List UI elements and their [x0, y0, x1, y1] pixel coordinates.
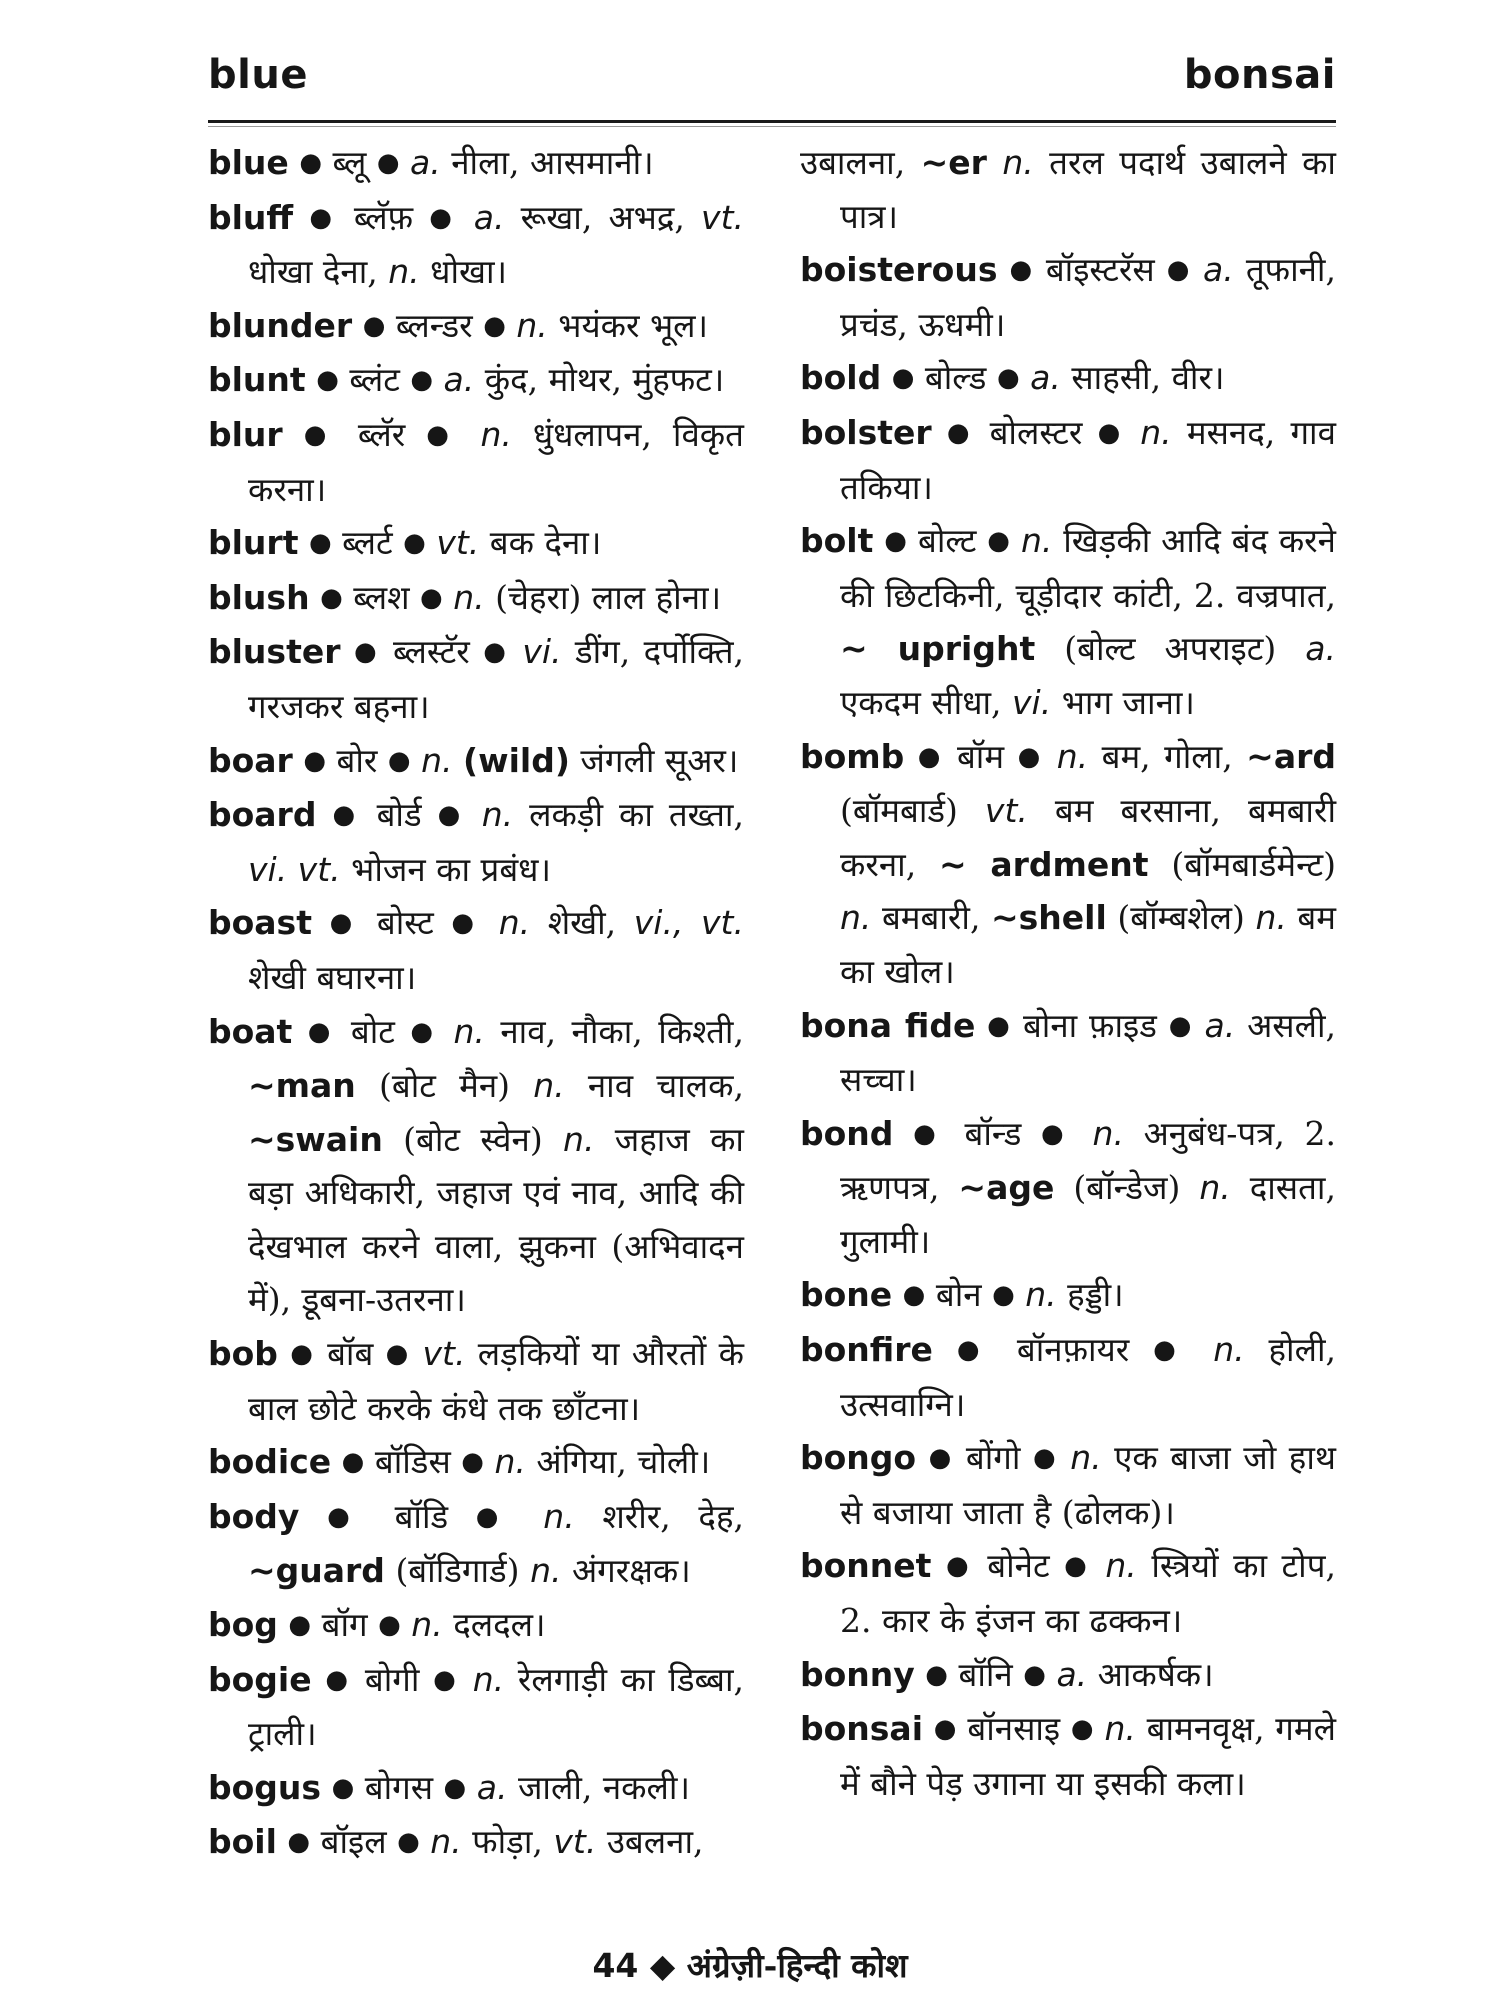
definition-text: बोल्ड [924, 358, 987, 398]
bullet-icon: ● [1070, 1714, 1094, 1745]
definition-text: बोगी [364, 1659, 420, 1699]
bullet-icon: ● [917, 741, 944, 772]
part-of-speech: a. [1203, 250, 1234, 290]
definition-text: असली, सच्चा। [840, 1005, 1336, 1100]
definition-text: (बॉन्डेज) [1073, 1168, 1181, 1208]
definition-text: फोड़ा, [472, 1822, 543, 1862]
headword: bolster [800, 412, 932, 452]
definition-text: दलदल। [453, 1605, 546, 1645]
headword: bold [800, 358, 882, 398]
entry-columns [208, 136, 1336, 1870]
bullet-icon: ● [325, 1664, 352, 1695]
definition-text: बोल्ट [917, 521, 977, 561]
part-of-speech: vi., vt. [633, 903, 744, 943]
headword: bluster [208, 632, 341, 672]
bullet-icon: ● [433, 1664, 460, 1695]
dictionary-entry [800, 730, 1336, 999]
bullet-icon: ● [426, 419, 460, 450]
bullet-icon: ● [410, 1016, 439, 1047]
definition-text: अंगिया, चोली। [536, 1442, 711, 1482]
definition-text: भाग जाना। [1061, 682, 1195, 722]
dictionary-entry [800, 514, 1336, 729]
part-of-speech: n. [1056, 736, 1089, 776]
bullet-icon: ● [320, 582, 343, 613]
definition-text: जहाज का बड़ा अधिकारी, जहाज एवं नाव, आदि की देखभाल करने वाला, झुकना (अभिवादन में), डूबना-उतरना। [248, 1119, 744, 1320]
bullet-icon: ● [378, 1610, 401, 1641]
dictionary-entry [208, 1490, 744, 1598]
bullet-icon: ● [1023, 1659, 1046, 1690]
bullet-icon: ● [475, 1501, 516, 1532]
definition-text: शेखी बघारना। [248, 957, 417, 997]
dictionary-entry [208, 1005, 744, 1328]
dictionary-entry [208, 1435, 744, 1490]
definition-text: तरल पदार्थ उबालने का पात्र। [840, 143, 1336, 236]
bullet-icon: ● [341, 1447, 365, 1478]
definition-text: बोना फ़ाइड [1022, 1005, 1157, 1045]
bold-term: ~ard [1246, 736, 1336, 776]
definition-text: बॉडि [394, 1496, 449, 1536]
dictionary-entry [800, 999, 1336, 1107]
definition-text: मसनद, गाव तकिया। [840, 412, 1336, 507]
part-of-speech: n. [498, 903, 531, 943]
bullet-icon: ● [945, 1551, 973, 1582]
headword: bond [800, 1113, 894, 1153]
definition-text: (बोल्ट अपराइट) [1064, 629, 1277, 669]
definition-text: कुंद, मोथर, मुंहफट। [484, 360, 725, 400]
dictionary-entry [208, 1653, 744, 1761]
definition-text: (बॉम्बशेल) [1117, 898, 1245, 938]
definition-text: बमबारी, [881, 898, 981, 938]
definition-text: ब्लर्ट [342, 523, 393, 563]
dictionary-entry [208, 625, 744, 733]
headword: board [208, 795, 317, 835]
dictionary-entry [208, 516, 744, 571]
bullet-icon: ● [956, 1335, 993, 1366]
bold-term: ~shell [991, 898, 1107, 938]
headword: body [208, 1496, 300, 1536]
definition-text: बॉनफ़ायर [1016, 1330, 1130, 1370]
bullet-icon: ● [403, 528, 426, 559]
part-of-speech: n. [421, 740, 453, 780]
bullet-icon: ● [483, 637, 509, 668]
definition-text: डींग, दर्पोक्ति, गरजकर बहना। [248, 632, 745, 726]
bullet-icon: ● [933, 1714, 957, 1745]
headword: boat [208, 1011, 293, 1051]
part-of-speech: n. [453, 1011, 485, 1051]
part-of-speech: n. [530, 1551, 562, 1591]
dictionary-entry [208, 191, 744, 299]
definition-text: शेखी, [547, 903, 617, 943]
part-of-speech: vi. vt. [248, 849, 341, 889]
definition-text: ब्लन्डर [395, 305, 473, 345]
part-of-speech: a. [443, 360, 475, 400]
definition-text: लड़कियों या औरतों के बाल छोटे करके कंधे तक छाँटना। [248, 1334, 744, 1428]
bold-term: ~man [248, 1066, 356, 1106]
definition-text: ब्लंट [349, 360, 400, 400]
definition-text: अनुबंध-पत्र, 2. ऋणपत्र, [840, 1113, 1336, 1208]
part-of-speech: n. [1255, 898, 1287, 938]
definition-text: नाव, नौका, किश्ती, [500, 1011, 744, 1051]
headword: bonfire [800, 1330, 933, 1370]
definition-text: बॉनि [958, 1654, 1013, 1694]
definition-text: बोट [350, 1011, 395, 1051]
definition-text: बॉग [321, 1605, 368, 1645]
headword: boil [208, 1822, 277, 1862]
part-of-speech: n. [840, 898, 872, 938]
headword: boisterous [800, 250, 998, 290]
definition-text: जंगली सूअर। [580, 740, 739, 780]
bullet-icon: ● [1153, 1335, 1190, 1366]
dictionary-entry [208, 1815, 744, 1870]
definition-text: (बॉमबार्ड) [840, 791, 958, 831]
headword: boar [208, 740, 293, 780]
part-of-speech: n. [1105, 1546, 1137, 1586]
part-of-speech: n. [494, 1442, 526, 1482]
page-footer [0, 1942, 1500, 1987]
part-of-speech: n. [1070, 1438, 1102, 1478]
dictionary-entry [208, 1327, 744, 1435]
dictionary-entry [800, 1268, 1336, 1323]
definition-text: बॉडिस [374, 1442, 451, 1482]
definition-text: (बोट मैन) [379, 1066, 511, 1106]
dictionary-entry [208, 896, 744, 1004]
definition-text: बोंगो [965, 1438, 1021, 1478]
headword: bone [800, 1275, 893, 1315]
dictionary-entry [208, 788, 744, 896]
part-of-speech: n. [563, 1119, 595, 1159]
definition-text: बोस्ट [376, 903, 434, 943]
dictionary-entry [800, 243, 1336, 351]
bullet-icon: ● [376, 148, 400, 178]
bullet-icon: ● [1017, 741, 1044, 772]
bullet-icon: ● [307, 1016, 336, 1047]
part-of-speech: vt. [984, 791, 1028, 831]
part-of-speech: n. [543, 1496, 575, 1536]
part-of-speech: n. [472, 1659, 505, 1699]
bold-term: ~swain [248, 1119, 383, 1159]
definition-text: नाव चालक, [587, 1066, 744, 1106]
part-of-speech: vt. [422, 1334, 466, 1374]
dictionary-entry [800, 406, 1336, 514]
bold-term: ~ ardment [938, 844, 1149, 884]
definition-text: बॉब [327, 1334, 374, 1374]
dictionary-entry [208, 136, 744, 191]
bullet-icon: ● [303, 419, 337, 450]
definition-text: बॉन्ड [964, 1113, 1022, 1153]
bullet-icon: ● [420, 582, 443, 613]
dictionary-entry [800, 351, 1336, 406]
bullet-icon: ● [451, 908, 482, 939]
bullet-icon: ● [1064, 1551, 1091, 1582]
headword: bluff [208, 197, 294, 237]
part-of-speech: a. [476, 1767, 508, 1807]
bullet-icon: ● [443, 1772, 467, 1803]
bullet-icon: ● [987, 1010, 1012, 1041]
dictionary-entry [208, 408, 744, 516]
headword: blunt [208, 360, 306, 400]
part-of-speech: n. [411, 1605, 443, 1645]
page-number: 44 [592, 1946, 639, 1985]
bullet-icon: ● [397, 1827, 420, 1858]
definition-text: ब्लॅफ़ [353, 197, 414, 237]
definition-text: साहसी, वीर। [1071, 358, 1225, 398]
bullet-icon: ● [387, 745, 411, 776]
headword: bonny [800, 1654, 915, 1694]
bullet-icon: ● [1032, 1443, 1058, 1474]
definition-text: बक देना। [489, 523, 602, 563]
dictionary-entry [208, 1761, 744, 1816]
definition-text: बम, गोला, [1101, 736, 1233, 776]
bullet-icon: ● [1166, 255, 1191, 286]
headword: bodice [208, 1442, 332, 1482]
bullet-icon: ● [316, 365, 339, 396]
definition-text: धोखा। [430, 252, 508, 292]
definition-text: स्त्रियों का टोप, 2. कार के इंजन का ढक्कन। [840, 1546, 1336, 1641]
definition-text: बम बरसाना, बमबारी करना, [840, 791, 1336, 884]
dictionary-entry [208, 571, 744, 626]
definition-text: बोनेट [987, 1546, 1050, 1586]
definition-text: (बोट स्वेन) [403, 1119, 543, 1159]
part-of-speech: n. [1213, 1330, 1245, 1370]
bullet-icon: ● [410, 365, 434, 396]
definition-text: बॉइस्टरॅस [1045, 250, 1155, 290]
headword: bog [208, 1605, 278, 1645]
definition-text: रेलगाड़ी का डिब्बा, ट्राली। [248, 1659, 745, 1754]
headword: bona fide [800, 1005, 976, 1045]
footer-diamond-icon: ◆ [649, 1946, 676, 1985]
part-of-speech: n. [1002, 143, 1034, 182]
headword: blur [208, 414, 283, 454]
part-of-speech: n. [1025, 1275, 1057, 1315]
bullet-icon: ● [287, 1827, 311, 1858]
bullet-icon: ● [902, 1280, 926, 1311]
part-of-speech: n. [481, 795, 514, 835]
definition-text: होली, उत्सवाग्नि। [840, 1330, 1336, 1424]
definition-text: नीला, आसमानी। [451, 143, 654, 182]
definition-text: दासता, गुलामी। [840, 1168, 1336, 1261]
dictionary-entry [800, 1648, 1336, 1703]
definition-text: (बॉमबार्डमेन्ट) [1171, 844, 1336, 884]
definition-text: बोलस्टर [989, 412, 1083, 452]
part-of-speech: a. [410, 143, 441, 182]
first-guide-word: blue [208, 52, 308, 98]
definition-text: खिड़की आदि बंद करने की छिटकिनी, चूड़ीदार कांटी, 2. वज्रपात, [840, 521, 1336, 615]
headword: bonnet [800, 1546, 932, 1586]
bullet-icon: ● [461, 1447, 484, 1478]
definition-text: जाली, नकली। [517, 1767, 690, 1807]
dictionary-entry [800, 136, 1336, 243]
bold-term: ~age [958, 1168, 1055, 1208]
definition-text: ब्लॅर [357, 414, 406, 454]
part-of-speech: n. [480, 414, 512, 454]
definition-text: बोर [336, 740, 378, 780]
definition-text: बामनवृक्ष, गमले में बौने पेड़ उगाना या इसकी कला। [840, 1709, 1336, 1803]
bullet-icon: ● [288, 1610, 312, 1641]
definition-text: उबालना, [800, 143, 906, 182]
dictionary-entry [800, 1539, 1336, 1647]
definition-text: उबलना, [606, 1822, 704, 1862]
bullet-icon: ● [327, 1501, 367, 1532]
bullet-icon: ● [946, 417, 975, 448]
dictionary-entry [208, 734, 744, 789]
part-of-speech: n. [388, 252, 420, 292]
part-of-speech: vt. [701, 197, 745, 237]
bullet-icon: ● [299, 148, 322, 178]
part-of-speech: n. [1199, 1168, 1231, 1208]
definition-text: धोखा देना, [248, 252, 378, 292]
definition-text: (बॉडिगार्ड) [395, 1551, 520, 1591]
part-of-speech: a. [1030, 358, 1061, 398]
bold-term: ~er [920, 143, 987, 182]
part-of-speech: vt. [436, 523, 480, 563]
bullet-icon: ● [309, 202, 338, 233]
bullet-icon: ● [483, 310, 506, 341]
headword: blunder [208, 305, 353, 345]
part-of-speech: a. [1204, 1005, 1236, 1045]
headword: boast [208, 903, 312, 943]
definition-text: ब्लश [353, 577, 410, 617]
bullet-icon: ● [1041, 1118, 1073, 1149]
bullet-icon: ● [884, 526, 908, 557]
definition-text: बॉम [956, 736, 1005, 776]
part-of-speech: n. [1021, 521, 1053, 561]
bullet-icon: ● [362, 310, 386, 341]
definition-text: रूखा, अभद्र, [520, 197, 685, 237]
headword: blush [208, 577, 310, 617]
part-of-speech: a. [1056, 1654, 1088, 1694]
definition-text: बोर्ड [376, 795, 422, 835]
bullet-icon: ● [308, 528, 332, 559]
bullet-icon: ● [329, 908, 360, 939]
bullet-icon: ● [437, 800, 466, 831]
part-of-speech: vi. [522, 632, 562, 672]
headword: bomb [800, 736, 905, 776]
definition-text: एकदम सीधा, [840, 682, 1002, 722]
bullet-icon: ● [290, 1339, 315, 1370]
bold-term: ~ upright [840, 629, 1036, 669]
bullet-icon: ● [385, 1339, 411, 1370]
definition-text: बॉनसाइ [967, 1709, 1061, 1749]
bold-term: ~guard [248, 1551, 385, 1591]
definition-text: भोजन का प्रबंध। [351, 849, 551, 889]
definition-text: भयंकर भूल। [558, 305, 709, 345]
headword: bogie [208, 1659, 312, 1699]
dictionary-entry [800, 1431, 1336, 1539]
bullet-icon: ● [992, 1280, 1015, 1311]
headword: bogus [208, 1767, 322, 1807]
bullet-icon: ● [1009, 255, 1034, 286]
bullet-icon: ● [987, 526, 1011, 557]
part-of-speech: vt. [553, 1822, 597, 1862]
definition-text: बोगस [364, 1767, 434, 1807]
definition-text: लकड़ी का तख्ता, [529, 795, 744, 835]
definition-text: धुंधलापन, विकृत करना। [248, 414, 744, 509]
definition-text: बोन [935, 1275, 982, 1315]
definition-text: ब्लस्टॅर [393, 632, 470, 672]
definition-text: ब्लू [332, 143, 367, 182]
part-of-speech: n. [453, 577, 485, 617]
dictionary-entry [800, 1107, 1336, 1269]
part-of-speech: n. [1104, 1709, 1136, 1749]
part-of-speech: n. [1140, 412, 1172, 452]
bullet-icon: ● [331, 1772, 355, 1803]
part-of-speech: a. [473, 197, 505, 237]
part-of-speech: n. [516, 305, 548, 345]
dictionary-entry [208, 1598, 744, 1653]
book-title: अंग्रेज़ी-हिन्दी कोश [686, 1946, 908, 1985]
left-column [208, 136, 744, 1870]
definition-text: आकर्षक। [1097, 1654, 1214, 1694]
bold-term: (wild) [463, 740, 570, 780]
definition-text: हड्डी। [1067, 1275, 1124, 1315]
headword: bolt [800, 521, 874, 561]
bullet-icon: ● [303, 745, 327, 776]
last-guide-word: bonsai [1183, 52, 1336, 98]
headword: blue [208, 143, 289, 182]
dictionary-entry [800, 1702, 1336, 1810]
bullet-icon: ● [913, 1118, 945, 1149]
bullet-icon: ● [353, 637, 380, 668]
bullet-icon: ● [928, 1443, 954, 1474]
definition-text: (चेहरा) लाल होना। [495, 577, 722, 617]
definition-text: एक बाजा जो हाथ से बजाया जाता है (ढोलक)। [840, 1438, 1336, 1532]
definition-text: अंगरक्षक। [571, 1551, 691, 1591]
running-header [208, 52, 1336, 98]
bullet-icon: ● [429, 202, 458, 233]
headword: bongo [800, 1438, 917, 1478]
right-column [800, 136, 1336, 1870]
definition-text: शरीर, देह, [602, 1496, 744, 1536]
header-rule [208, 120, 1336, 123]
bullet-icon: ● [891, 363, 915, 394]
dictionary-entry [800, 1323, 1336, 1431]
definition-text: तूफानी, प्रचंड, ऊधमी। [840, 250, 1336, 344]
dictionary-entry [208, 299, 744, 354]
part-of-speech: a. [1305, 629, 1336, 669]
headword: blurt [208, 523, 299, 563]
definition-text: बॉइल [320, 1822, 387, 1862]
definition-text: बम का खोल। [840, 898, 1336, 991]
header-rule-thin [208, 126, 1336, 127]
part-of-speech: n. [533, 1066, 565, 1106]
headword: bonsai [800, 1709, 924, 1749]
part-of-speech: n. [1092, 1113, 1124, 1153]
headword: bob [208, 1334, 278, 1374]
bullet-icon: ● [332, 800, 361, 831]
bullet-icon: ● [996, 363, 1020, 394]
dictionary-entry [208, 353, 744, 408]
bullet-icon: ● [1168, 1010, 1193, 1041]
part-of-speech: vi. [1012, 682, 1052, 722]
bullet-icon: ● [1097, 417, 1125, 448]
part-of-speech: n. [430, 1822, 462, 1862]
bullet-icon: ● [925, 1659, 948, 1690]
